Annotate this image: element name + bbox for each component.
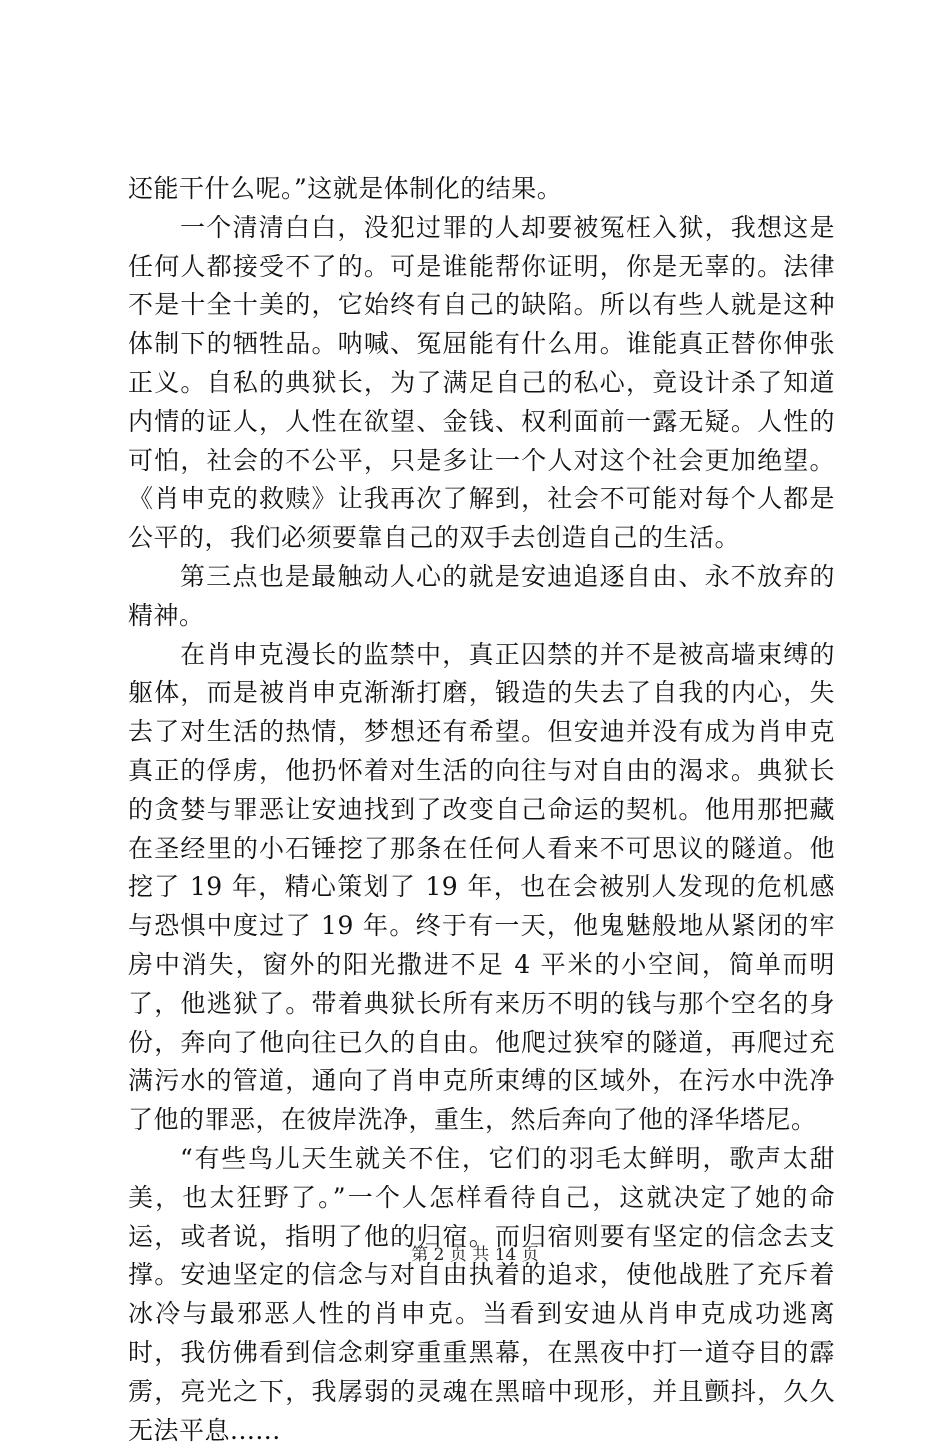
paragraph-5: “有些鸟儿天生就关不住，它们的羽毛太鲜明，歌声太甜美，也太狂野了。”一个人怎样看待自己，这就决定了她的命运，或者说，指明了他的归宿。而归宿则要有坚定的信念去支撑。安迪坚定的信念与对自由执着的追求，使他战胜了充斥着冰冷与最邪恶人性的肖申克。当看到安迪从肖申克成功逃离时，我仿佛看到信念刺穿重重黑幕，在黑夜中打一道夺目的霹雳，亮光之下，我孱弱的灵魂在黑暗中现形，并且颤抖，久久无法平息...... <box>128 1143 835 1445</box>
paragraph-1: 还能干什么呢。”这就是体制化的结果。 <box>128 174 563 203</box>
page-number-footer: 第 2 页 共 14 页 <box>411 1245 539 1265</box>
paragraph-3: 第三点也是最触动人心的就是安迪追逐自由、永不放弃的精神。 <box>128 561 835 630</box>
paragraph-2: 一个清清白白，没犯过罪的人却要被冤枉入狱，我想这是任何人都接受不了的。可是谁能帮你证明，你是无辜的。法律不是十全十美的，它始终有自己的缺陷。所以有些人就是这种体制下的牺牲品。呐喊、冤屈能有什么用。谁能真正替你伸张正义。自私的典狱长，为了满足自己的私心，竟设计杀了知道内情的证人，人性在欲望、金钱、权利面前一露无疑。人性的可怕，社会的不公平，只是多让一个人对这个社会更加绝望。《肖申克的救赎》让我再次了解到，社会不可能对每个人都是公平的，我们必须要靠自己的双手去创造自己的生活。 <box>128 212 835 553</box>
paragraph-4: 在肖申克漫长的监禁中，真正囚禁的并不是被高墙束缚的躯体，而是被肖申克渐渐打磨，锻造的失去了自我的内心，失去了对生活的热情，梦想还有希望。但安迪并没有成为肖申克真正的俘虏，他扔怀着对生活的向往与对自由的渴求。典狱长的贪婪与罪恶让安迪找到了改变自己命运的契机。他用那把藏在圣经里的小石锤挖了那条在任何人看来不可思议的隧道。他挖了 19 年，精心策划了 19 年，也在会被别人发现的危机感与恐惧中度过了 19 年。终于有一天，他鬼魅般地从紧闭的牢房中消失，窗外的阳光撒进不足 4 平米的小空间，简单而明了，他逃狱了。带着典狱长所有来历不明的钱与那个空名的身份，奔向了他向往已久的自由。他爬过狭窄的隧道，再爬过充满污水的管道，通向了肖申克所束缚的区域外，在污水中洗净了他的罪恶，在彼岸洗净，重生，然后奔向了他的泽华塔尼。 <box>128 639 835 1135</box>
